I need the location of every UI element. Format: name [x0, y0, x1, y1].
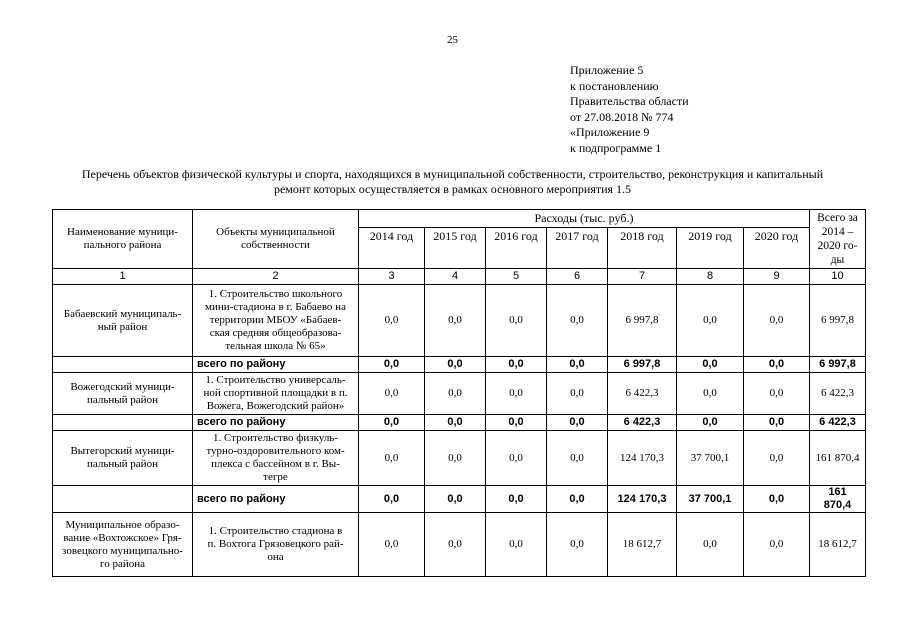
sum-value: 0,0 [486, 357, 547, 373]
sum-value: 0,0 [425, 357, 486, 373]
header-expenses-group: Расходы (тыс. руб.) [359, 210, 810, 228]
expense-value: 0,0 [677, 285, 744, 357]
sum-value: 0,0 [744, 415, 810, 431]
header-row-1 [53, 210, 866, 228]
district-name: Вытегорский муници- пальный район [53, 431, 193, 486]
expense-value: 0,0 [744, 513, 810, 577]
appendix-line: Приложение 5 [570, 63, 644, 77]
expense-value: 6 422,3 [608, 373, 677, 415]
column-index: 2 [193, 269, 359, 285]
expense-value: 0,0 [425, 373, 486, 415]
sum-total: 6 422,3 [810, 415, 866, 431]
table-row [53, 513, 866, 577]
expense-value: 0,0 [425, 285, 486, 357]
district-name: Муниципальное образо- вание «Вохтожское» Гря- зовецкого муниципально- го района [53, 513, 193, 577]
appendix-line: Правительства области [570, 94, 689, 108]
page-number: 25 [447, 34, 458, 46]
table-row [53, 285, 866, 357]
total-value: 18 612,7 [810, 513, 866, 577]
table-row [53, 373, 866, 415]
header-year: 2014 год [359, 228, 425, 269]
sum-label: всего по району [193, 486, 359, 513]
sum-label: всего по району [193, 415, 359, 431]
sum-value: 124 170,3 [608, 486, 677, 513]
sum-value: 0,0 [677, 415, 744, 431]
district-sum-row [53, 357, 866, 373]
expense-value: 0,0 [486, 285, 547, 357]
expense-value: 0,0 [486, 373, 547, 415]
header-year: 2016 год [486, 228, 547, 269]
index-row [53, 269, 866, 285]
expense-value: 6 997,8 [608, 285, 677, 357]
appendix-line: к постановлению [570, 78, 659, 93]
sum-value: 0,0 [744, 357, 810, 373]
sum-value: 0,0 [359, 415, 425, 431]
sum-value: 0,0 [677, 357, 744, 373]
expense-value: 0,0 [486, 513, 547, 577]
sum-value: 0,0 [547, 415, 608, 431]
header-year: 2020 год [744, 228, 810, 269]
object-description: 1. Строительство физкуль- турно-оздоровительного ком- плекса с бассейном в г. Вы- тегре [193, 431, 359, 486]
sum-label: всего по району [193, 357, 359, 373]
title-line: ремонт которых осуществляется в рамках основного мероприятия 1.5 [273, 182, 632, 196]
expense-value: 18 612,7 [608, 513, 677, 577]
sum-value: 0,0 [425, 486, 486, 513]
sum-value: 0,0 [359, 357, 425, 373]
header-total: Всего за 2014 – 2020 го- ды [810, 210, 866, 269]
expense-value: 0,0 [547, 431, 608, 486]
column-index: 7 [608, 269, 677, 285]
appendix-line: от 27.08.2018 № 774 [570, 109, 674, 124]
header-year: 2017 год [547, 228, 608, 269]
total-value: 161 870,4 [810, 431, 866, 486]
expense-value: 0,0 [359, 513, 425, 577]
sum-value: 0,0 [547, 357, 608, 373]
sum-value: 0,0 [359, 486, 425, 513]
expense-value: 0,0 [547, 513, 608, 577]
sum-total: 6 997,8 [810, 357, 866, 373]
total-value: 6 997,8 [810, 285, 866, 357]
column-index: 4 [425, 269, 486, 285]
column-index: 8 [677, 269, 744, 285]
title-line: Перечень объектов физической культуры и спорта, находящихся в муниципальной собственности, строительство, реконструкция и капитальный [81, 167, 824, 181]
appendix-line: к подпрограмме 1 [570, 140, 662, 155]
expense-value: 0,0 [547, 373, 608, 415]
sum-value: 0,0 [547, 486, 608, 513]
object-description: 1. Строительство универсаль- ной спортивной площадки в п. Вожега, Вожегодский район» [193, 373, 359, 415]
object-description: 1. Строительство стадиона в п. Вохтога Грязовецкого рай- она [193, 513, 359, 577]
column-index: 9 [744, 269, 810, 285]
sum-value: 6 422,3 [608, 415, 677, 431]
sum-value: 37 700,1 [677, 486, 744, 513]
expense-value: 0,0 [744, 431, 810, 486]
empty-cell [53, 486, 193, 513]
district-name: Вожегодский муници- пальный район [53, 373, 193, 415]
document-title [40, 167, 865, 197]
table-row [53, 431, 866, 486]
sum-value: 6 997,8 [608, 357, 677, 373]
sum-value: 0,0 [486, 415, 547, 431]
expense-value: 0,0 [547, 285, 608, 357]
expense-value: 0,0 [359, 373, 425, 415]
sum-value: 0,0 [744, 486, 810, 513]
empty-cell [53, 357, 193, 373]
objects-table [52, 209, 866, 577]
district-name: Бабаевский муниципаль- ный район [53, 285, 193, 357]
expense-value: 0,0 [744, 285, 810, 357]
header-year: 2015 год [425, 228, 486, 269]
sum-value: 0,0 [425, 415, 486, 431]
empty-cell [53, 415, 193, 431]
expense-value: 0,0 [359, 431, 425, 486]
expense-value: 0,0 [486, 431, 547, 486]
header-year: 2019 год [677, 228, 744, 269]
expense-value: 0,0 [425, 513, 486, 577]
expense-value: 37 700,1 [677, 431, 744, 486]
expense-value: 0,0 [359, 285, 425, 357]
expense-value: 0,0 [425, 431, 486, 486]
sum-value: 0,0 [486, 486, 547, 513]
header-year: 2018 год [608, 228, 677, 269]
header-objects: Объекты муниципальной собственности [193, 210, 359, 269]
column-index: 1 [53, 269, 193, 285]
header-district: Наименование муници- пального района [53, 210, 193, 269]
column-index: 3 [359, 269, 425, 285]
column-index: 10 [810, 269, 866, 285]
expense-value: 0,0 [677, 513, 744, 577]
district-sum-row [53, 415, 866, 431]
district-sum-row [53, 486, 866, 513]
sum-total: 161 870,4 [810, 486, 866, 513]
column-index: 5 [486, 269, 547, 285]
object-description: 1. Строительство школьного мини-стадиона в г. Бабаево на территории МБОУ «Бабаев- ская средняя общеобразова- тельная школа № 65» [193, 285, 359, 357]
column-index: 6 [547, 269, 608, 285]
appendix-line: «Приложение 9 [570, 125, 650, 139]
expense-value: 0,0 [677, 373, 744, 415]
appendix-block [570, 63, 689, 156]
total-value: 6 422,3 [810, 373, 866, 415]
expense-value: 0,0 [744, 373, 810, 415]
expense-value: 124 170,3 [608, 431, 677, 486]
